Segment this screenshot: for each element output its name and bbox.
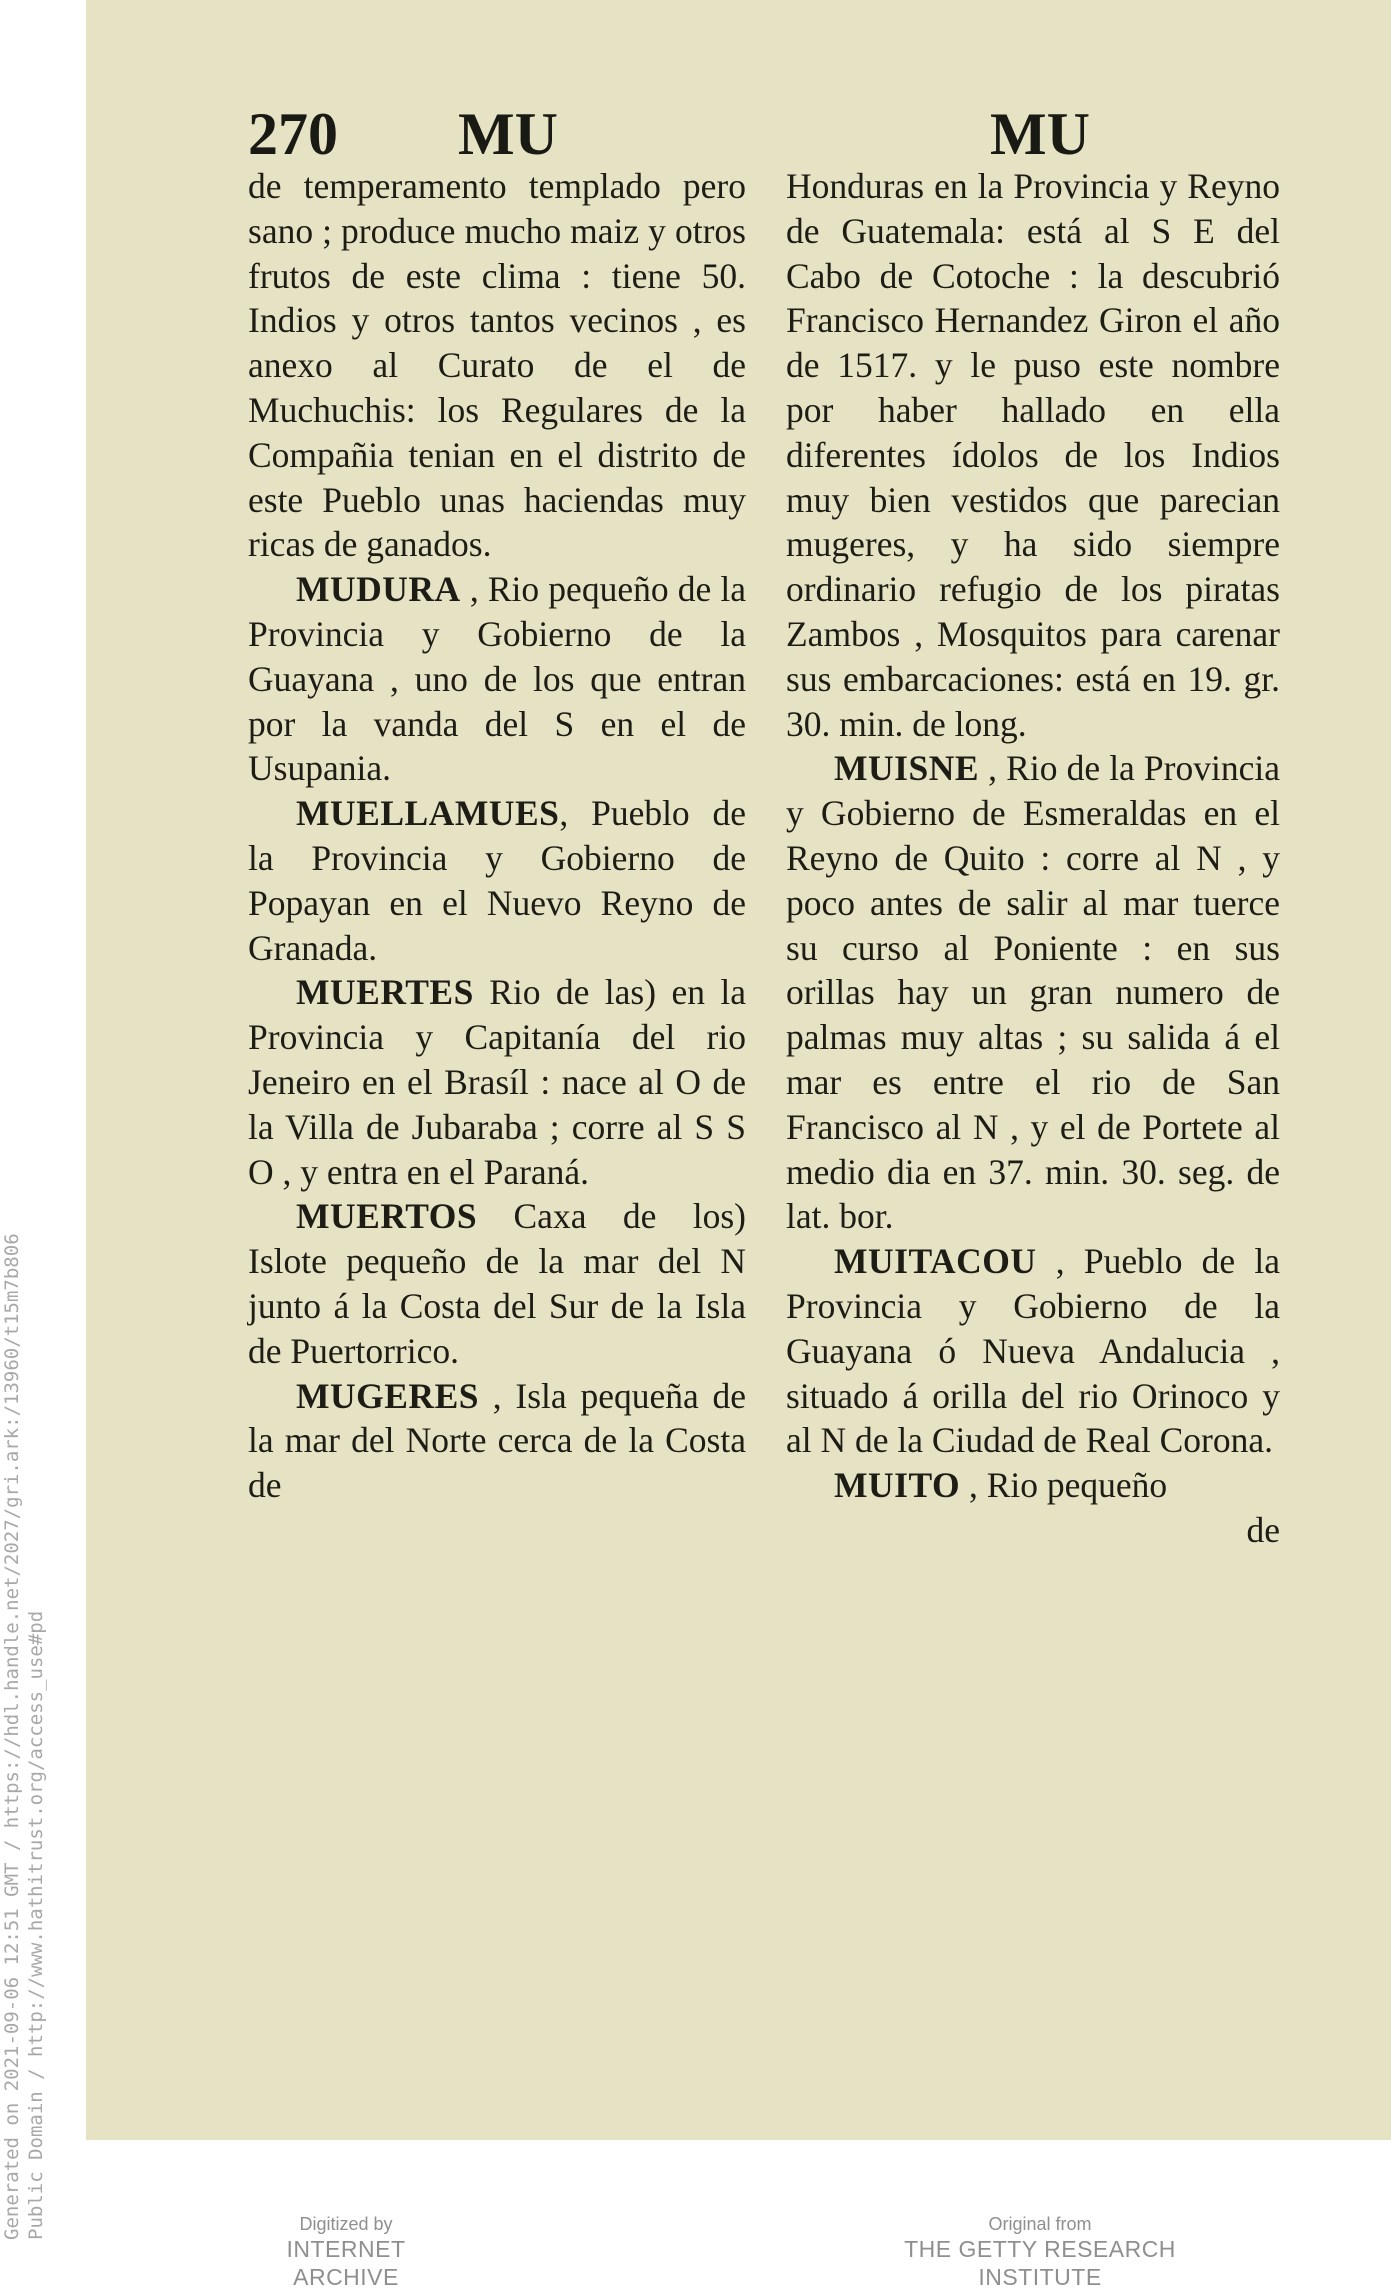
entry-continuation: Honduras en la Provincia y Reyno de Guatemala: está al S E del Cabo de Cotoche : la descubrió Francisco Hernandez Giron el año de 1517. y le puso este nombre por haber hallado en ella diferentes ídolos de los Indios muy bien vestidos que parecian mugeres, y ha sido siempre ordinario refugio de los piratas Zambos , Mosquitos para carenar sus embarcaciones: está en 19. gr. 30. min. de long. — [786, 166, 1280, 744]
entry-muisne — [786, 746, 1280, 1239]
right-running-head: MU — [990, 101, 1090, 167]
headword: MUISNE — [834, 748, 980, 789]
headword: MUGERES — [296, 1375, 479, 1416]
stamp-line-generated: Generated on 2021-09-06 12:51 GMT / https://hdl.handle.net/2027/gri.ark:/13960/t15m7b806 — [1, 1233, 23, 2240]
entry-mudura — [248, 567, 746, 791]
entry-muertos — [248, 1194, 746, 1373]
digitized-by-label: Digitized by — [299, 2214, 393, 2234]
footer-original-from — [850, 2213, 1230, 2291]
entry-text: , Pueblo de la Provincia y Gobierno de la Guayana ó Nueva Andalucia , situado á orilla del rio Orinoco y al N de la Ciudad de Real Corona. — [786, 1241, 1280, 1461]
headword: MUITO — [834, 1465, 961, 1506]
left-column — [248, 164, 746, 1508]
right-column — [786, 164, 1280, 1553]
headword: MUITACOU — [834, 1241, 1037, 1282]
left-running-head: MU — [458, 101, 558, 167]
entry-text: , Pueblo de la Provincia y Gobierno de Popayan en el Nuevo Reyno de Granada. — [248, 793, 746, 968]
entry-text: , Isla pequeña de la mar del Norte cerca de la Costa de — [248, 1375, 746, 1506]
stamp-line-rights: Public Domain / http://www.hathitrust.org/access_use#pd — [25, 1610, 47, 2240]
footer-digitized-by — [236, 2213, 456, 2291]
original-from-label: Original from — [988, 2214, 1092, 2234]
entry-muertes — [248, 970, 746, 1194]
headword: MUERTOS — [296, 1196, 478, 1237]
entry-text: , Rio pequeño — [960, 1465, 1168, 1506]
entry-text: Caxa de los) Islote pequeño de la mar del N junto á la Costa del Sur de la Isla de Puertorrico. — [248, 1196, 746, 1371]
entry-muellamues — [248, 791, 746, 970]
entry-text: , Rio pequeño de la Provincia y Gobierno de la Guayana , uno de los que entran por la vanda del S en el de Usupania. — [248, 569, 746, 789]
entry-mugeres — [248, 1374, 746, 1508]
headword: MUERTES — [296, 972, 474, 1013]
page-number: 270 — [248, 101, 338, 167]
original-source-name: THE GETTY RESEARCH INSTITUTE — [904, 2236, 1176, 2290]
entry-text: Rio de las) en la Provincia y Capitanía del rio Jeneiro en el Brasíl : nace al O de la Villa de Jubaraba ; corre al S S O , y entra en el Paraná. — [248, 972, 746, 1192]
entry-muitacou — [786, 1239, 1280, 1463]
digitizer-name: INTERNET ARCHIVE — [286, 2236, 406, 2290]
headword: MUDURA — [296, 569, 461, 610]
entry-text: , Rio de la Provincia y Gobierno de Esmeraldas en el Reyno de Quito : corre al N , y poco antes de salir al mar tuerce su curso al Poniente : en sus orillas hay un gran numero de palmas muy altas ; su salida á el mar es entre el rio de San Francisco al N , y el de Portete al medio dia en 37. min. 30. seg. de lat. bor. — [786, 748, 1280, 1237]
entry-muito — [786, 1463, 1280, 1508]
entry-continuation: de temperamento templado pero sano ; produce mucho maiz y otros frutos de este clima : tiene 50. Indios y otros tantos vecinos , es anexo al Curato de el de Muchuchis: los Regulares de la Compañia tenian en el distrito de este Pueblo unas haciendas muy ricas de ganados. — [248, 166, 746, 565]
headword: MUELLAMUES — [296, 793, 560, 834]
hathitrust-generation-stamp — [0, 1233, 48, 2240]
catchword: de — [1246, 1509, 1280, 1550]
